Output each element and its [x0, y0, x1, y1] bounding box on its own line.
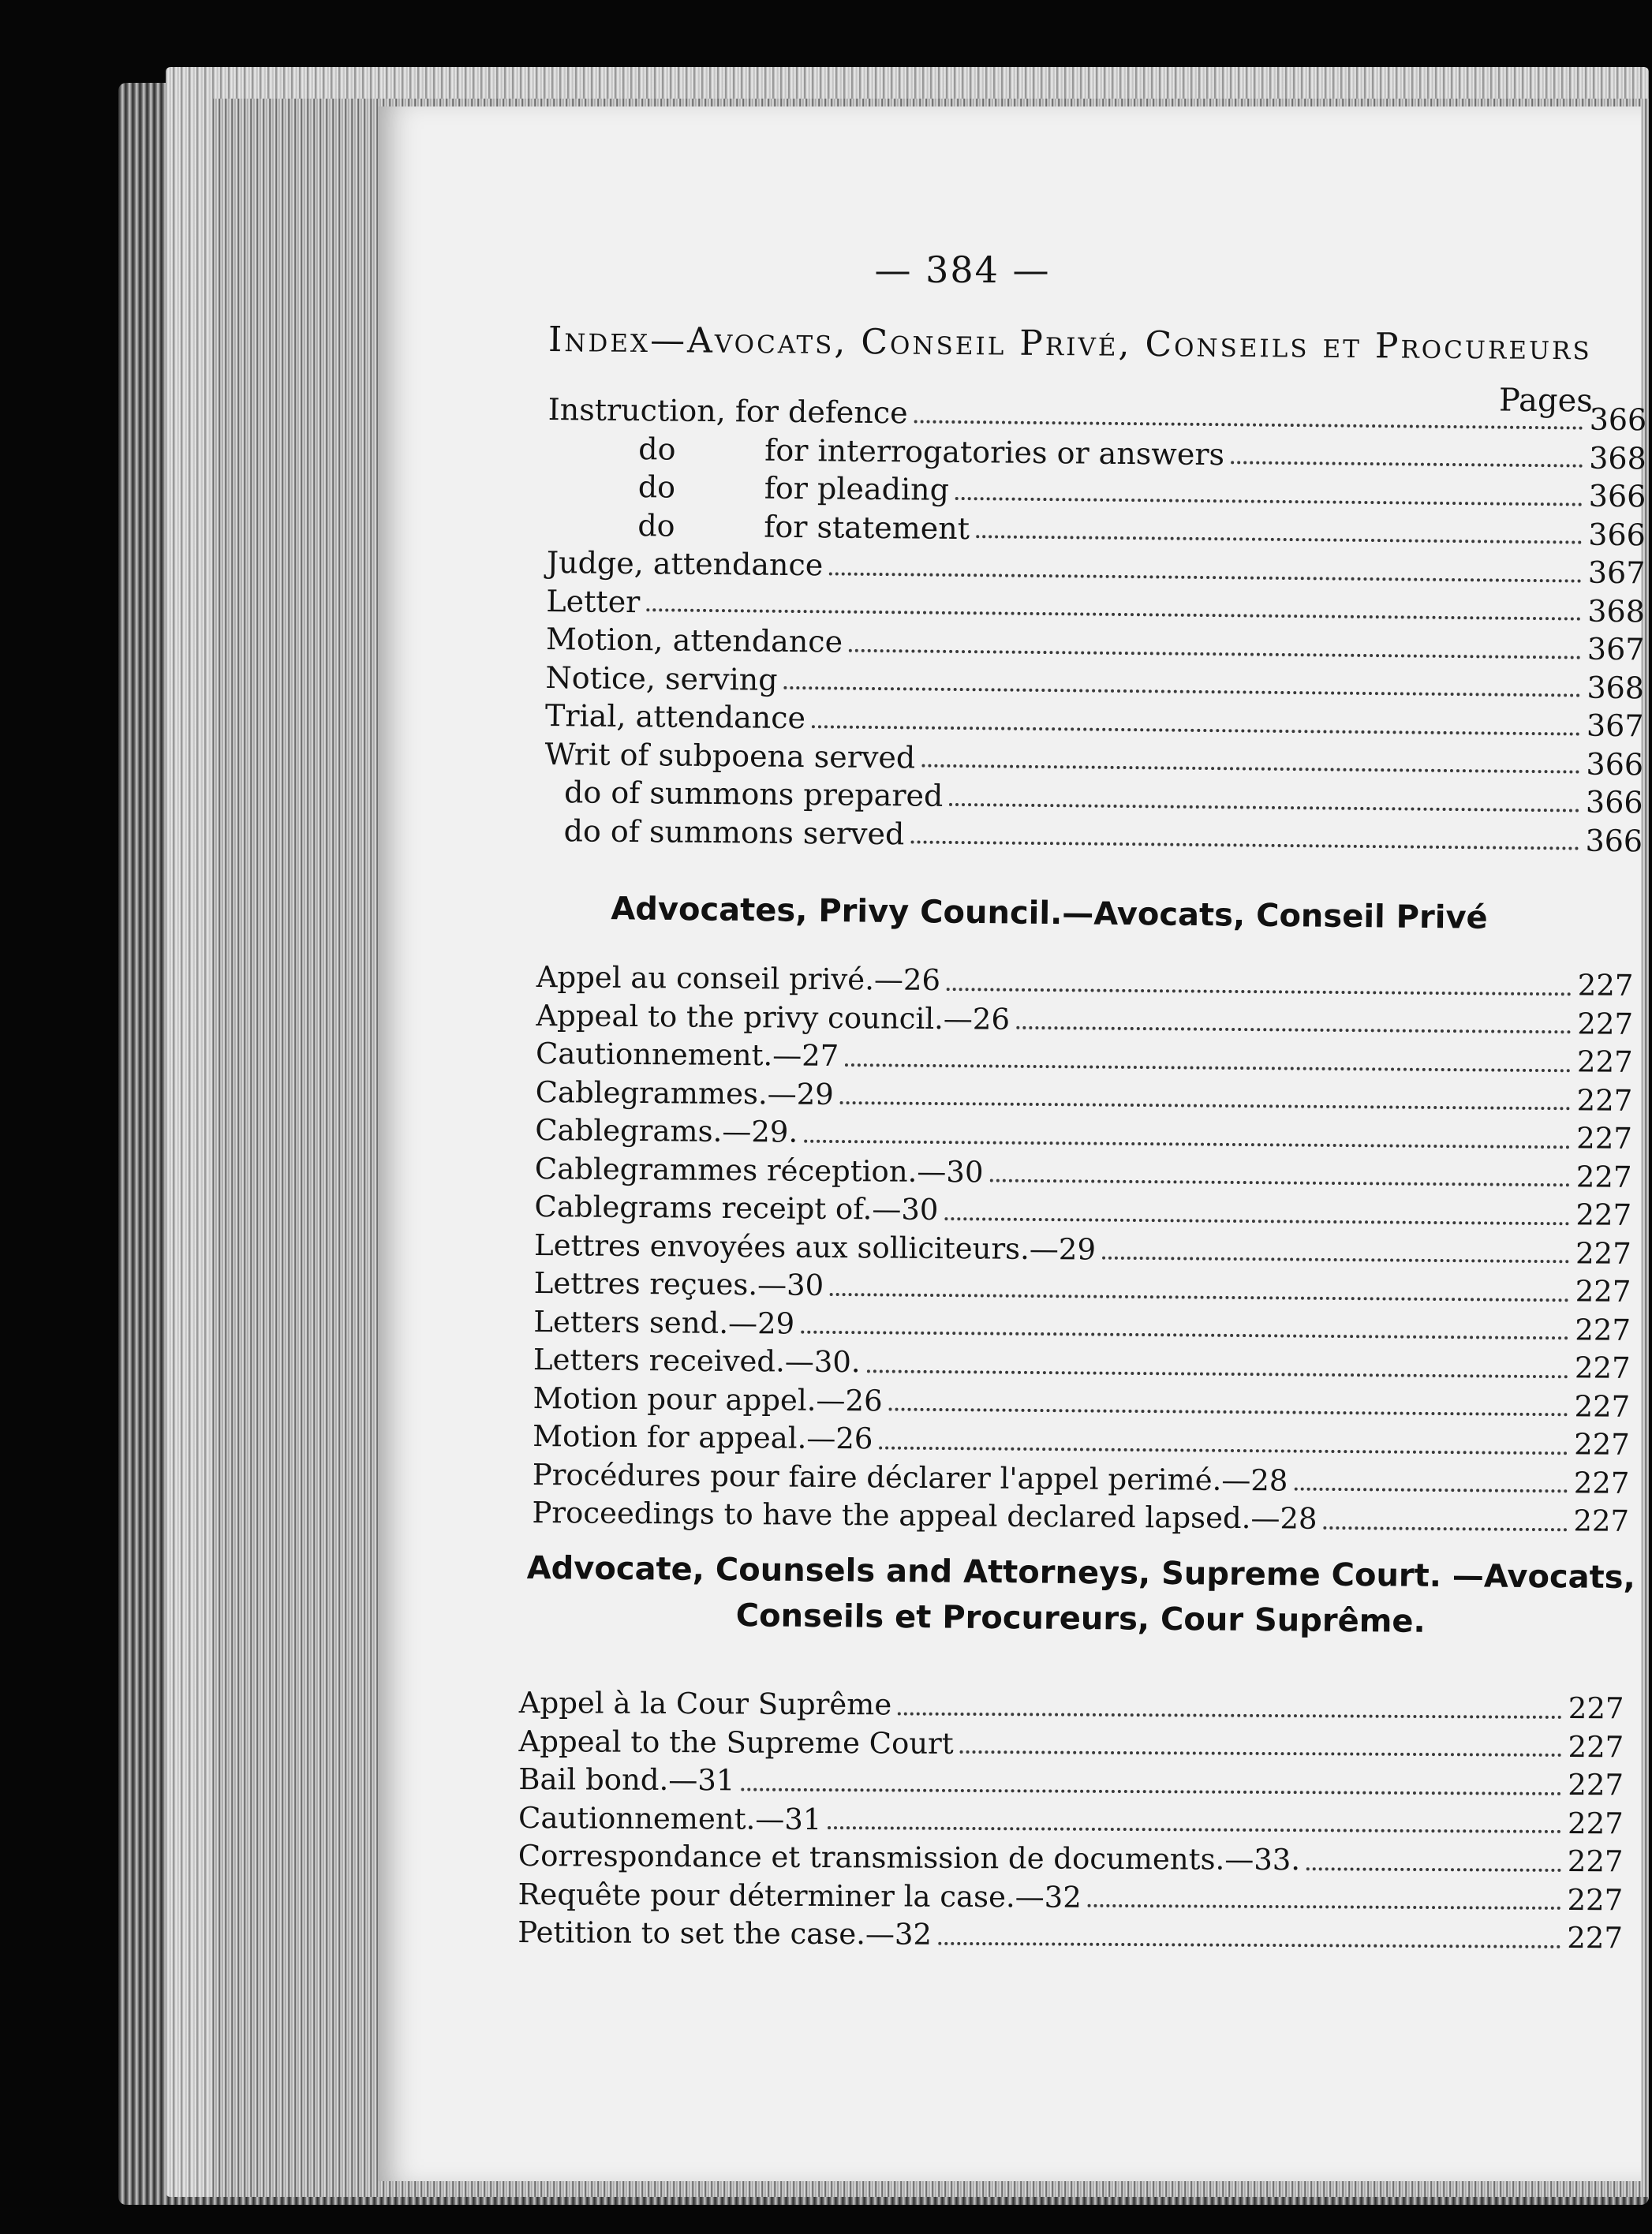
index-entry-page: 367 [1587, 555, 1646, 591]
index-entry-page: 227 [1576, 1044, 1633, 1079]
index-entry-page: 366 [1588, 517, 1646, 552]
index-entry-text [637, 506, 970, 548]
index-entry [519, 1684, 1624, 1728]
dot-leader [1231, 461, 1583, 467]
dot-leader [829, 572, 1582, 582]
dot-leader [1294, 1488, 1567, 1493]
index-entry-text: Trial, attendance [544, 697, 806, 736]
dot-leader [938, 1941, 1560, 1948]
index-entry-text: Lettres envoyées aux solliciteurs.—29 [533, 1227, 1097, 1267]
ditto-mark: do [638, 431, 676, 467]
dot-leader [910, 840, 1579, 850]
index-entry [518, 1761, 1623, 1805]
index-entry-subtext: for pleading [764, 470, 950, 507]
index-entry-page: 367 [1587, 631, 1645, 667]
index-entry-text: Cablegrammes.—29 [535, 1074, 834, 1111]
dot-leader [646, 608, 1581, 620]
index-entry-text: Letters send.—29 [533, 1304, 795, 1341]
index-entry-page: 368 [1589, 440, 1646, 476]
index-entry-text: Appeal to the Supreme Court [518, 1724, 954, 1761]
dot-leader [867, 1369, 1568, 1378]
index-entry [518, 1837, 1623, 1881]
index-list-privy-council [532, 958, 1633, 1541]
index-entry-page: 227 [1574, 1388, 1631, 1424]
index-entry-text: Letters received.—30. [533, 1342, 861, 1380]
index-entry-page: 227 [1567, 1920, 1624, 1956]
section-heading-line: Advocate, Counsels and Attorneys, Supreme Court. —Avocats, [526, 1549, 1635, 1597]
index-entry-text [638, 430, 1224, 474]
index-entry-text [638, 468, 950, 509]
pages-column-label: Pages [1498, 382, 1593, 420]
index-entry-text: Cablegrammes réception.—30 [534, 1151, 984, 1189]
index-entry-page: 227 [1567, 1806, 1624, 1840]
page-number: — 384 — [874, 248, 1051, 291]
index-entry-page: 227 [1567, 1844, 1624, 1879]
index-entry-text: Cautionnement.—27 [535, 1036, 839, 1074]
dot-leader [898, 1712, 1562, 1718]
index-entry-page: 366 [1585, 823, 1643, 858]
index-entry-page: 227 [1575, 1235, 1631, 1271]
index-entry [518, 1875, 1622, 1919]
index-entry-text: Cablegrams receipt of.—30 [534, 1189, 939, 1227]
index-entry-page: 227 [1567, 1882, 1624, 1917]
index-entry-text: Letter [546, 583, 641, 619]
dot-leader [741, 1788, 1561, 1795]
index-entry-page: 227 [1568, 1690, 1624, 1726]
index-title: Index—Avocats, Conseil Privé, Conseils et Procureurs [548, 319, 1592, 368]
index-entry-page: 227 [1573, 1465, 1630, 1500]
index-entry-text: Lettres reçues.—30 [533, 1265, 824, 1302]
index-entry-page: 227 [1575, 1312, 1631, 1347]
index-entry-text: Procédures pour faire déclarer l'appel perimé.—28 [532, 1457, 1288, 1497]
book-page [379, 106, 1647, 2181]
index-list-procureurs [544, 390, 1645, 860]
index-entry-subtext: for statement [764, 509, 970, 546]
dot-leader [888, 1408, 1568, 1417]
index-entry-page: 227 [1576, 1082, 1633, 1118]
dot-leader [801, 1331, 1568, 1340]
index-entry-page: 227 [1568, 1767, 1624, 1803]
dot-leader [830, 1292, 1569, 1301]
dot-leader [914, 420, 1583, 429]
index-entry-text: do of summons prepared [563, 775, 944, 813]
index-entry-text: Appel au conseil privé.—26 [536, 959, 941, 998]
index-entry-page: 227 [1568, 1729, 1624, 1764]
index-entry [518, 1722, 1623, 1766]
index-entry-text: Cablegrams.—29. [535, 1112, 798, 1149]
index-entry-page: 227 [1577, 1006, 1634, 1041]
dot-leader [812, 725, 1580, 735]
index-entry-text: Requête pour déterminer la case.—32 [518, 1877, 1082, 1915]
dot-leader [989, 1179, 1569, 1187]
section-heading-privy-council: Advocates, Privy Council.—Avocats, Conseil Privé [611, 891, 1488, 936]
index-entry-page: 367 [1586, 708, 1644, 744]
dot-leader [976, 535, 1582, 544]
index-entry-page: 227 [1574, 1350, 1631, 1385]
index-entry-page: 366 [1586, 746, 1644, 782]
index-entry-text: Judge, attendance [546, 544, 824, 583]
index-entry [518, 1914, 1622, 1958]
index-entry-text: Motion for appeal.—26 [533, 1418, 873, 1456]
dot-leader [1323, 1526, 1567, 1530]
dot-leader [949, 802, 1579, 812]
ditto-mark: do [637, 507, 675, 544]
dot-leader [1306, 1867, 1561, 1872]
index-entry-text: Cautionnement.—31 [518, 1800, 822, 1836]
dot-leader [849, 648, 1581, 659]
index-entry-text: Appel à la Cour Suprême [518, 1686, 892, 1722]
dot-leader [840, 1101, 1571, 1110]
section-heading-supreme-court [521, 1545, 1642, 1646]
section-heading-line: Conseils et Procureurs, Cour Suprême. [735, 1597, 1426, 1640]
index-entry-page: 227 [1574, 1427, 1630, 1462]
index-entry-text: Motion, attendance [545, 621, 843, 659]
dot-leader [828, 1826, 1561, 1833]
index-entry-text: Proceedings to have the appeal declared lapsed.—28 [532, 1495, 1317, 1536]
index-entry [532, 1494, 1628, 1541]
dot-leader [955, 496, 1583, 506]
dot-leader [944, 1217, 1569, 1225]
dot-leader [845, 1063, 1571, 1072]
dot-leader [1016, 1026, 1571, 1034]
index-entry-text: do of summons served [563, 813, 905, 851]
index-entry-subtext: for interrogatories or answers [764, 432, 1225, 472]
dot-leader [947, 988, 1572, 996]
index-entry-page: 227 [1573, 1504, 1630, 1538]
index-entry-page: 227 [1577, 968, 1634, 1003]
index-entry-page: 368 [1587, 593, 1646, 629]
index-entry-page: 366 [1589, 402, 1647, 438]
index-entry-page: 227 [1575, 1274, 1631, 1309]
dot-leader [783, 686, 1580, 697]
ditto-mark: do [637, 469, 676, 505]
index-entry-page: 227 [1576, 1121, 1633, 1156]
dot-leader [1102, 1257, 1569, 1264]
dot-leader [1088, 1904, 1561, 1910]
index-entry-text: Instruction, for defence [548, 391, 908, 431]
index-entry-text: Petition to set the case.—32 [518, 1915, 933, 1952]
index-entry-page: 366 [1585, 784, 1643, 820]
index-entry-page: 368 [1587, 670, 1645, 705]
dot-leader [879, 1446, 1568, 1455]
dot-leader [804, 1139, 1570, 1149]
index-entry-text: Writ of subpoena served [544, 736, 916, 775]
index-entry [518, 1799, 1623, 1843]
index-entry-text: Notice, serving [545, 659, 778, 697]
index-list-supreme-court [518, 1684, 1624, 1958]
index-entry-page: 227 [1575, 1197, 1632, 1232]
index-entry-text: Correspondance et transmission de documents.—33. [518, 1838, 1301, 1877]
index-entry-text: Motion pour appel.—26 [533, 1380, 883, 1418]
index-entry-page: 366 [1588, 478, 1646, 514]
index-entry-page: 227 [1575, 1159, 1632, 1194]
index-entry-text: Bail bond.—31 [518, 1761, 735, 1798]
dot-leader [921, 764, 1579, 774]
dot-leader [960, 1750, 1562, 1757]
index-entry-text: Appeal to the privy council.—26 [536, 998, 1011, 1037]
